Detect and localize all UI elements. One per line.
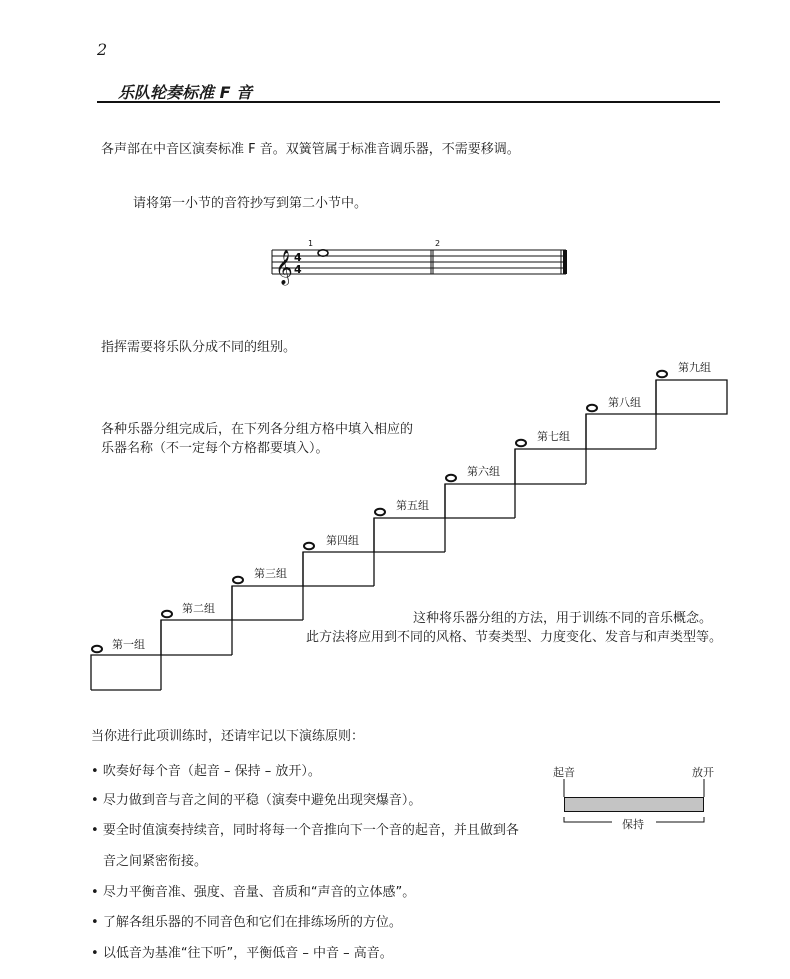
bullet-symbol: • — [91, 915, 99, 930]
title-rule — [97, 101, 720, 103]
bullet-6 — [91, 942, 393, 961]
bullet-3 — [91, 819, 519, 838]
fill-in-line-2: 乐器名称（不一定每个方格都要填入）。 — [101, 441, 329, 456]
concept-line-1: 这种将乐器分组的方法，用于训练不同的音乐概念。 — [413, 611, 713, 626]
grouping-instruction: 指挥需要将乐队分成不同的组别。 — [101, 340, 297, 355]
group-label-5: 第五组 — [396, 499, 429, 512]
step-note-5 — [375, 509, 385, 516]
treble-clef-icon: 𝄞 — [275, 250, 293, 285]
step-note-7 — [516, 440, 526, 447]
bullet-text: 了解各组乐器的不同音色和它们在排练场所的方位。 — [102, 915, 402, 930]
sustain-bar — [564, 797, 704, 812]
group-label-8: 第八组 — [608, 396, 641, 409]
group-label-4: 第四组 — [326, 534, 359, 547]
group-label-3: 第三组 — [254, 567, 287, 580]
group-label-2: 第二组 — [182, 602, 215, 615]
bullet-2 — [91, 789, 421, 808]
step-note-4 — [304, 543, 314, 550]
bullet-symbol: • — [91, 823, 99, 838]
group-label-6: 第六组 — [467, 465, 500, 478]
bullet-5 — [91, 911, 402, 930]
bullet-symbol: • — [91, 885, 99, 900]
bullet-symbol: • — [91, 946, 99, 961]
fill-in-line-1: 各种乐器分组完成后，在下列各分组方格中填入相应的 — [101, 422, 414, 437]
exercise-instruction: 请将第一小节的音符抄写到第二小节中。 — [133, 196, 368, 211]
principles-heading: 当你进行此项训练时，还请牢记以下演练原则： — [91, 729, 365, 744]
step-note-1 — [92, 646, 102, 653]
time-sig-bottom: 4 — [294, 263, 302, 276]
step-note-3 — [233, 577, 243, 584]
step-note-6 — [446, 475, 456, 482]
page-number: 2 — [97, 40, 108, 59]
whole-note-f — [318, 250, 328, 256]
sustain-label: 保持 — [622, 818, 644, 831]
bullet-symbol: • — [91, 764, 99, 779]
group-label-7: 第七组 — [537, 430, 570, 443]
bullet-text: 尽力做到音与音之间的平稳（演奏中避免出现突爆音）。 — [102, 793, 422, 808]
page-title: 乐队轮奏标准 F 音 — [118, 83, 253, 102]
group-label-1: 第一组 — [112, 638, 145, 651]
bullet-text: 尽力平衡音准、强度、音量、音质和“声音的立体感”。 — [102, 885, 416, 900]
measure-number-1: 1 — [308, 239, 314, 248]
release-label: 放开 — [692, 766, 714, 779]
measure-number-2: 2 — [435, 239, 441, 248]
intro-text: 各声部在中音区演奏标准 F 音。双簧管属于标准音调乐器，不需要移调。 — [101, 142, 520, 157]
bullet-symbol: • — [91, 793, 99, 808]
attack-label: 起音 — [553, 766, 575, 779]
bullet-1 — [91, 760, 321, 779]
step-note-8 — [587, 405, 597, 412]
bullet-text: 以低音为基准“往下听”，平衡低音 – 中音 – 高音。 — [102, 946, 393, 961]
group-label-9: 第九组 — [678, 361, 711, 374]
step-note-2 — [162, 611, 172, 618]
bullet-3-continuation: 音之间紧密衔接。 — [103, 854, 208, 869]
bullet-4 — [91, 881, 415, 900]
bullet-text: 要全时值演奏持续音，同时将每一个音推向下一个音的起音，并且做到各 — [102, 823, 519, 838]
concept-line-2: 此方法将应用到不同的风格、节奏类型、力度变化、发音与和声类型等。 — [306, 630, 723, 645]
time-sig-top: 4 — [294, 251, 302, 264]
bullet-text: 吹奏好每个音（起音 – 保持 – 放开）。 — [102, 764, 321, 779]
step-note-9 — [657, 371, 667, 378]
